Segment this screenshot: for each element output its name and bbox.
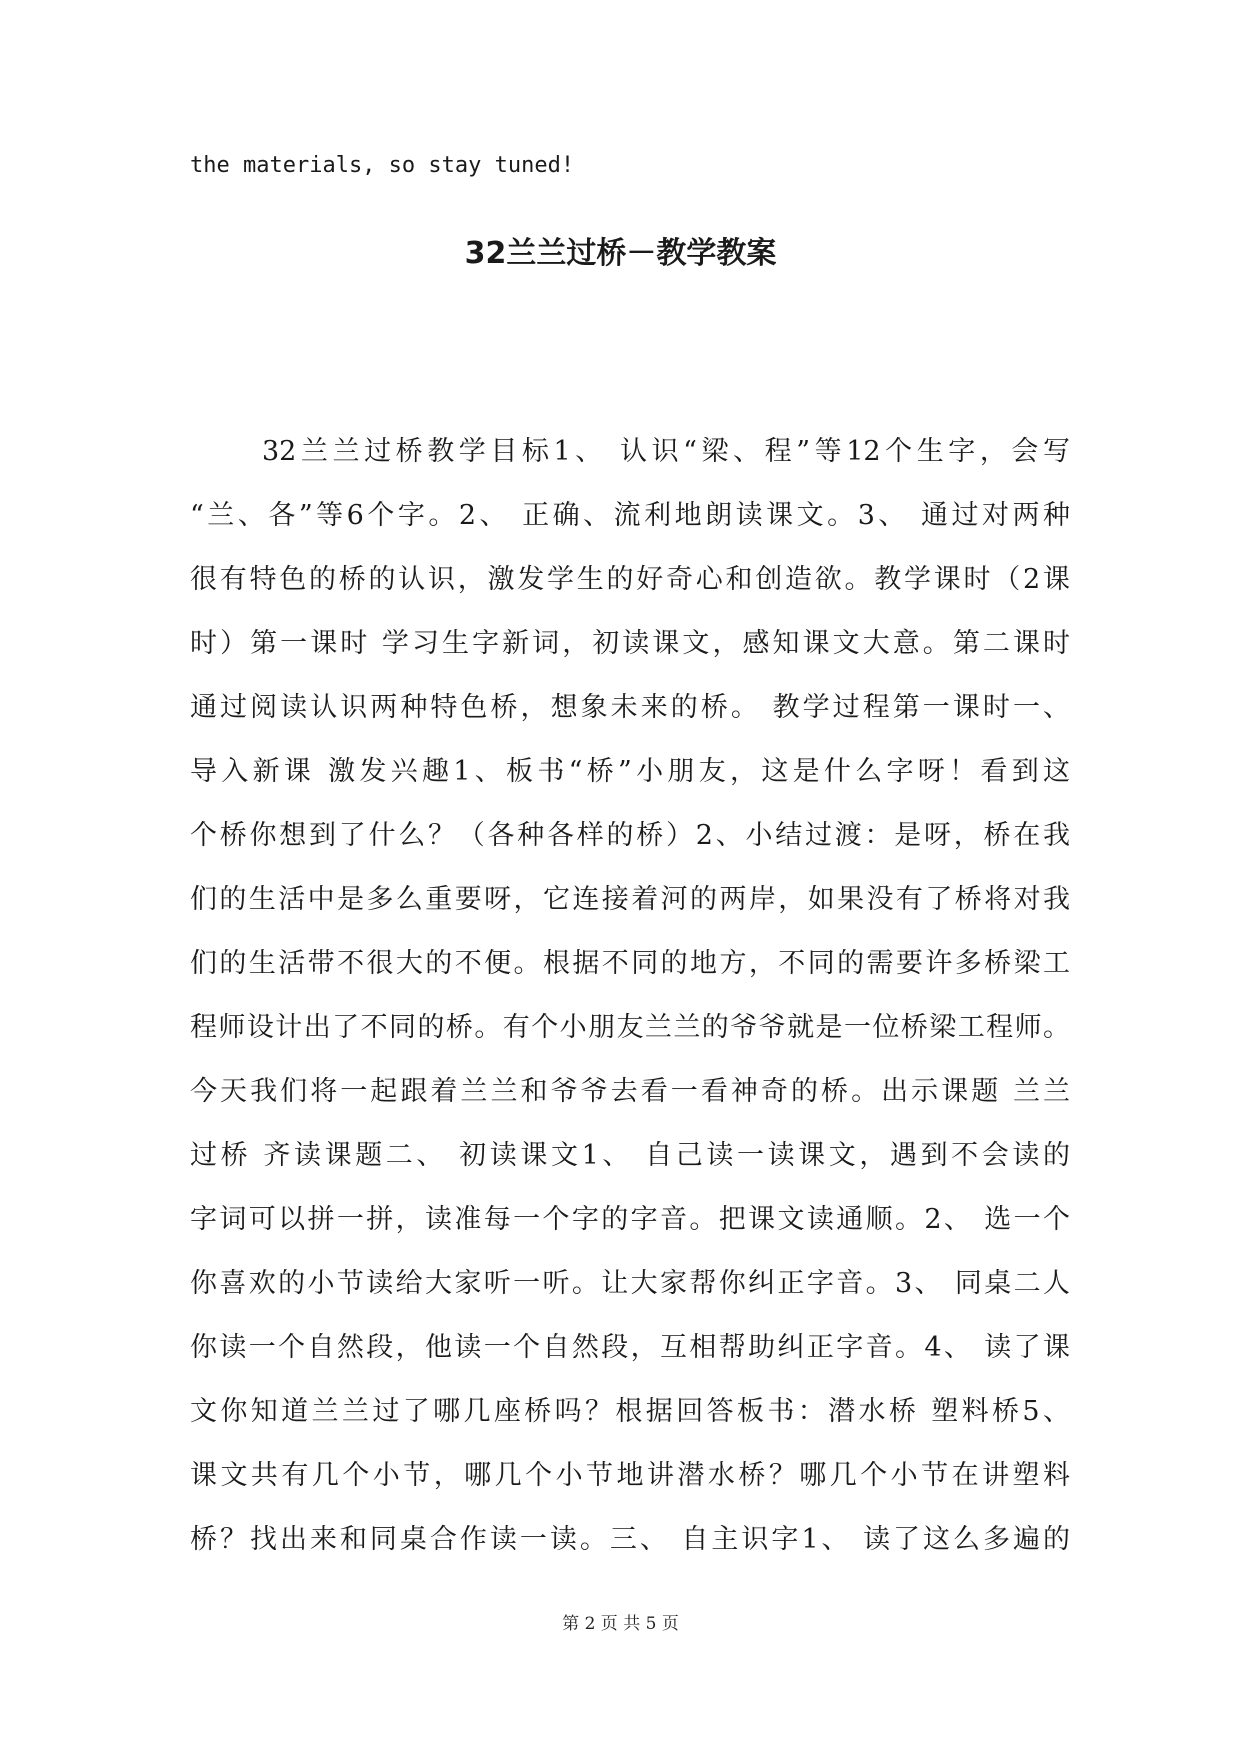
- body-line: 通过阅读认识两种特色桥，想象未来的桥。 教学过程第一课时一、: [190, 692, 1070, 723]
- body-paragraph: [190, 420, 1070, 1572]
- page-number-footer: 第 2 页 共 5 页: [562, 1614, 679, 1634]
- body-line: 桥？找出来和同桌合作读一读。三、 自主识字1、 读了这么多遍的: [190, 1524, 1070, 1555]
- body-line: 过桥 齐读课题二、 初读课文1、 自己读一读课文，遇到不会读的: [190, 1140, 1070, 1171]
- body-line: 很有特色的桥的认识，激发学生的好奇心和创造欲。教学课时（2课: [190, 564, 1070, 595]
- body-line: 文你知道兰兰过了哪几座桥吗？根据回答板书：潜水桥 塑料桥5、: [190, 1396, 1070, 1427]
- body-line: 字词可以拼一拼，读准每一个字的字音。把课文读通顺。2、 选一个: [190, 1204, 1070, 1235]
- carry-over-text: the materials, so stay tuned!: [190, 153, 575, 178]
- body-line: 程师设计出了不同的桥。有个小朋友兰兰的爷爷就是一位桥梁工程师。: [190, 1012, 1070, 1043]
- body-line: 导入新课 激发兴趣1、板书“桥”小朋友，这是什么字呀！看到这: [190, 756, 1070, 787]
- body-line: 32兰兰过桥教学目标1、 认识“梁、程”等12个生字，会写: [262, 436, 1070, 467]
- document-title: 32兰兰过桥－教学教案: [464, 236, 777, 271]
- body-line: 们的生活中是多么重要呀，它连接着河的两岸，如果没有了桥将对我: [190, 884, 1070, 915]
- body-line: 你读一个自然段，他读一个自然段，互相帮助纠正字音。4、 读了课: [190, 1332, 1070, 1363]
- body-line: 今天我们将一起跟着兰兰和爷爷去看一看神奇的桥。出示课题 兰兰: [190, 1076, 1070, 1107]
- body-line: 们的生活带不很大的不便。根据不同的地方，不同的需要许多桥梁工: [190, 948, 1070, 979]
- body-line: 个桥你想到了什么？（各种各样的桥）2、小结过渡：是呀，桥在我: [190, 820, 1070, 851]
- body-line: 时）第一课时 学习生字新词，初读课文，感知课文大意。第二课时: [190, 628, 1070, 659]
- body-line: 你喜欢的小节读给大家听一听。让大家帮你纠正字音。3、 同桌二人: [190, 1268, 1070, 1299]
- body-line: “兰、各”等6个字。2、 正确、流利地朗读课文。3、 通过对两种: [190, 500, 1070, 531]
- body-line: 课文共有几个小节，哪几个小节地讲潜水桥？哪几个小节在讲塑料: [190, 1460, 1070, 1491]
